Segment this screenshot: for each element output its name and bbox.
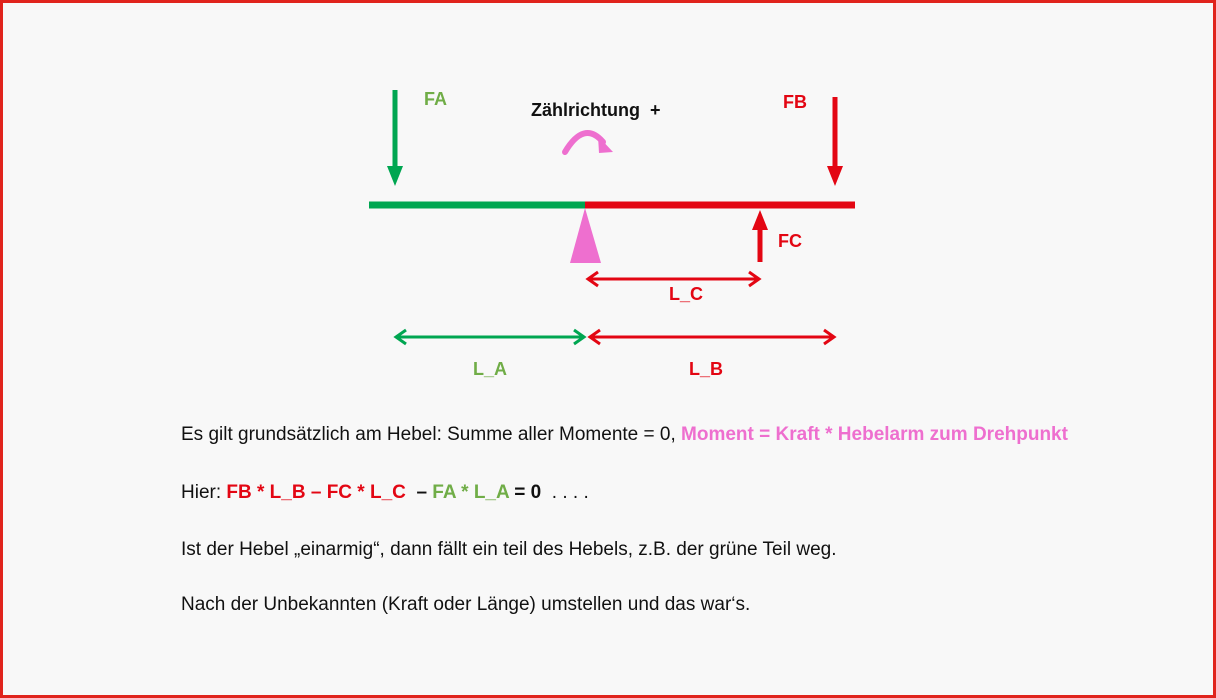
force-a-arrow — [387, 90, 403, 186]
rule-prefix: Es gilt grundsätzlich am Hebel: Summe aller Momente = 0, — [181, 424, 682, 445]
force-c-label: FC — [778, 231, 802, 251]
equation-zero: 0 — [530, 482, 542, 503]
equation-equals: = — [509, 482, 531, 503]
equation-line — [181, 482, 589, 504]
force-c-arrow — [752, 210, 768, 262]
moment-definition: Moment = Kraft * Hebelarm zum Drehpunkt — [681, 424, 1068, 445]
equation-green-part: FA * L_A — [432, 482, 510, 503]
equation-tail: . . . . — [541, 482, 589, 503]
length-a-label: L_A — [473, 359, 508, 379]
solve-note: Nach der Unbekannten (Kraft oder Länge) umstellen und das war‘s. — [181, 594, 751, 615]
equation-red-part: FB * L_B – FC * L_C — [226, 482, 406, 503]
force-a-label: FA — [424, 89, 448, 109]
length-b-label: L_B — [689, 359, 724, 379]
length-a-dimension — [396, 330, 584, 344]
one-arm-note: Ist der Hebel „einarmig“, dann fällt ein teil des Hebels, z.B. der grüne Teil weg. — [181, 539, 837, 560]
force-b-label: FB — [783, 92, 807, 112]
rotation-direction-label: Zählrichtung + — [531, 100, 661, 120]
length-b-dimension — [590, 330, 834, 344]
triangle-pivot-icon — [570, 208, 601, 263]
equation-prefix: Hier: — [181, 482, 227, 503]
equation-separator: – — [405, 482, 433, 503]
length-c-label: L_C — [669, 284, 704, 304]
curved-arrow-clockwise-icon — [565, 133, 613, 153]
rule-line — [181, 424, 1068, 446]
force-b-arrow — [827, 97, 843, 186]
